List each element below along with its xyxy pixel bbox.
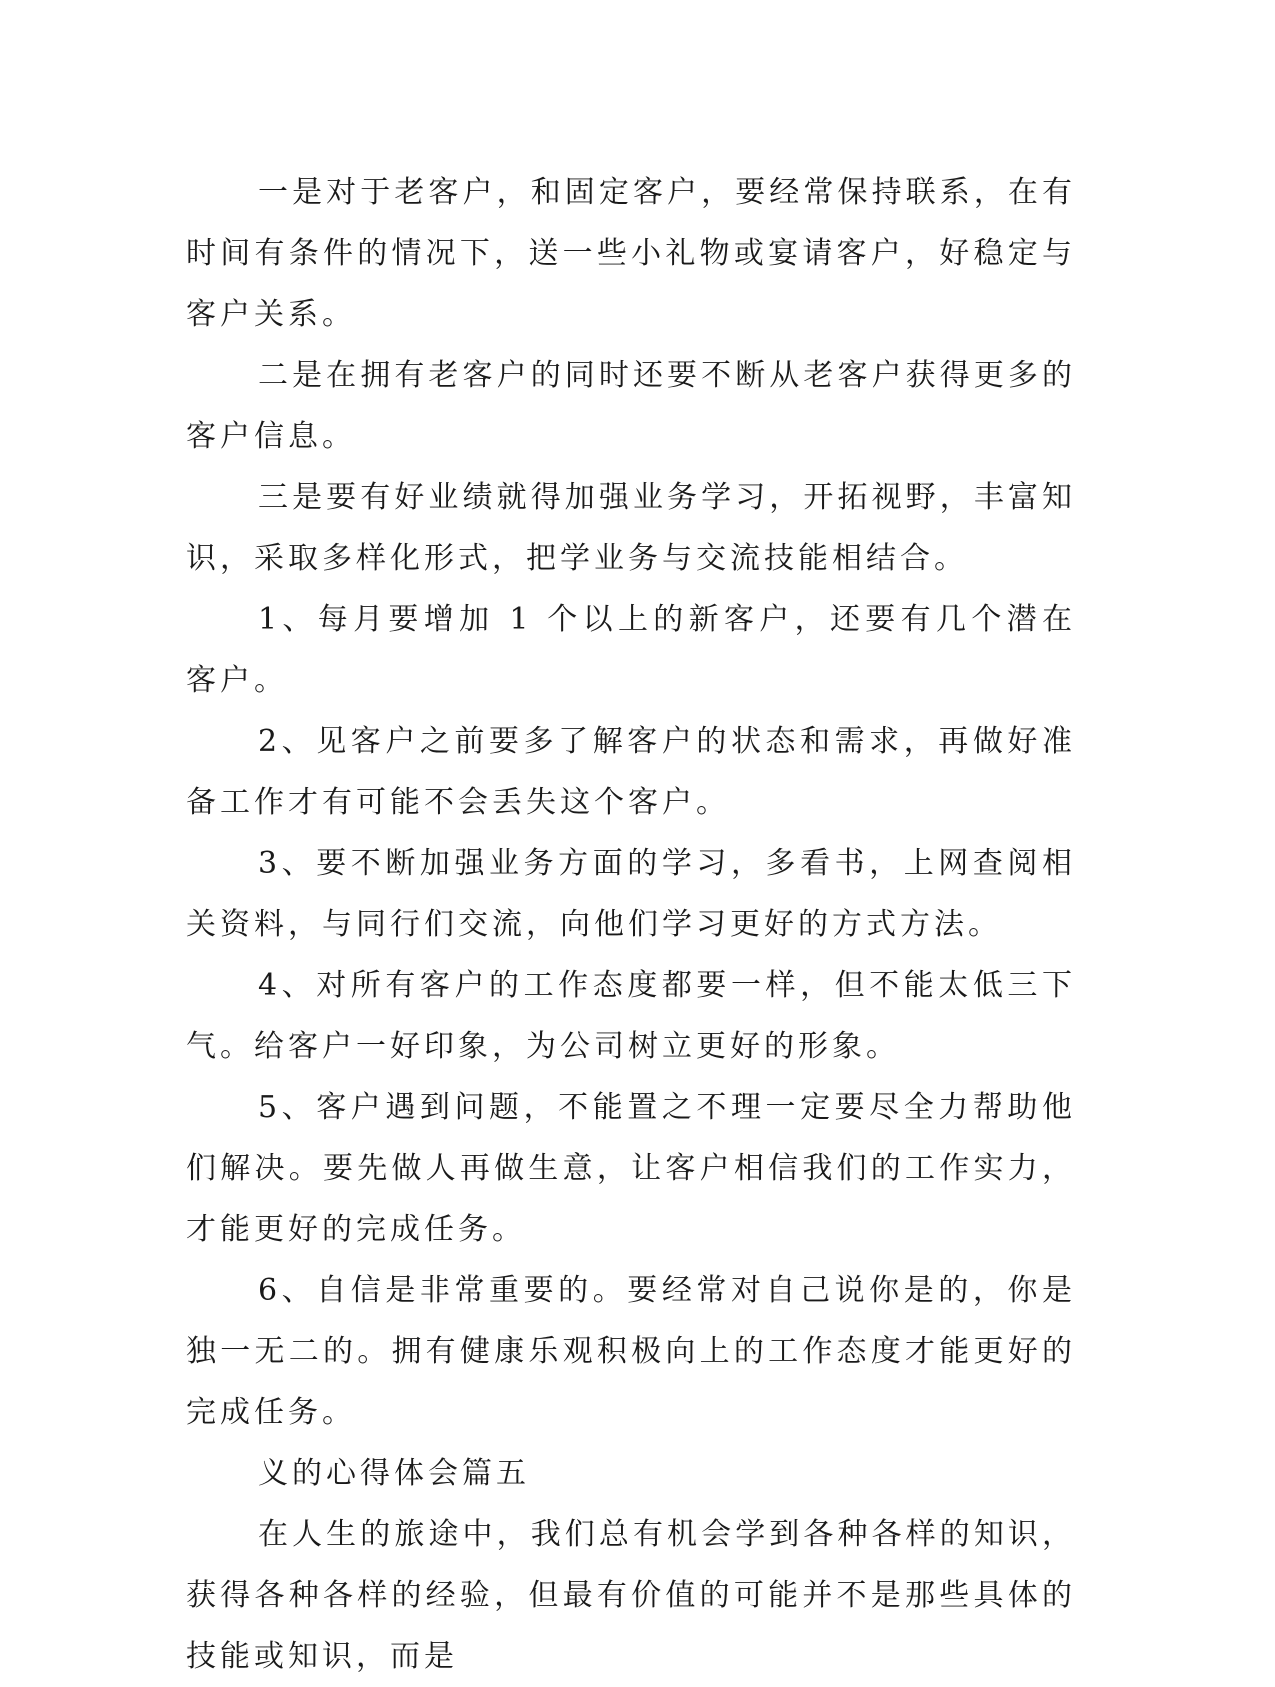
list-item-5: 5、客户遇到问题，不能置之不理一定要尽全力帮助他们解决。要先做人再做生意，让客户相信我们的工作实力，才能更好的完成任务。: [186, 1090, 1076, 1247]
list-item-1: 1、每月要增加 1 个以上的新客户，还要有几个潜在客户。: [186, 602, 1076, 698]
list-item-2: 2、见客户之前要多了解客户的状态和需求，再做好准备工作才有可能不会丢失这个客户。: [186, 724, 1076, 820]
paragraph-old-customers: 一是对于老客户，和固定客户，要经常保持联系，在有时间有条件的情况下，送一些小礼物或宴请客户，好稳定与客户关系。: [186, 175, 1076, 332]
paragraph-customer-info: 二是在拥有老客户的同时还要不断从老客户获得更多的客户信息。: [186, 358, 1076, 454]
list-item-4: 4、对所有客户的工作态度都要一样，但不能太低三下气。给客户一好印象，为公司树立更好的形象。: [186, 968, 1076, 1064]
list-item-6: 6、自信是非常重要的。要经常对自己说你是的，你是独一无二的。拥有健康乐观积极向上的工作态度才能更好的完成任务。: [186, 1273, 1076, 1430]
document-body: [186, 162, 1076, 1687]
paragraph-life-journey: 在人生的旅途中，我们总有机会学到各种各样的知识，获得各种各样的经验，但最有价值的可能并不是那些具体的技能或知识，而是: [186, 1517, 1076, 1674]
section-heading: 义的心得体会篇五: [258, 1456, 530, 1491]
paragraph-business-study: 三是要有好业绩就得加强业务学习，开拓视野，丰富知识，采取多样化形式，把学业务与交流技能相结合。: [186, 480, 1076, 576]
list-item-3: 3、要不断加强业务方面的学习，多看书，上网查阅相关资料，与同行们交流，向他们学习更好的方式方法。: [186, 846, 1076, 942]
